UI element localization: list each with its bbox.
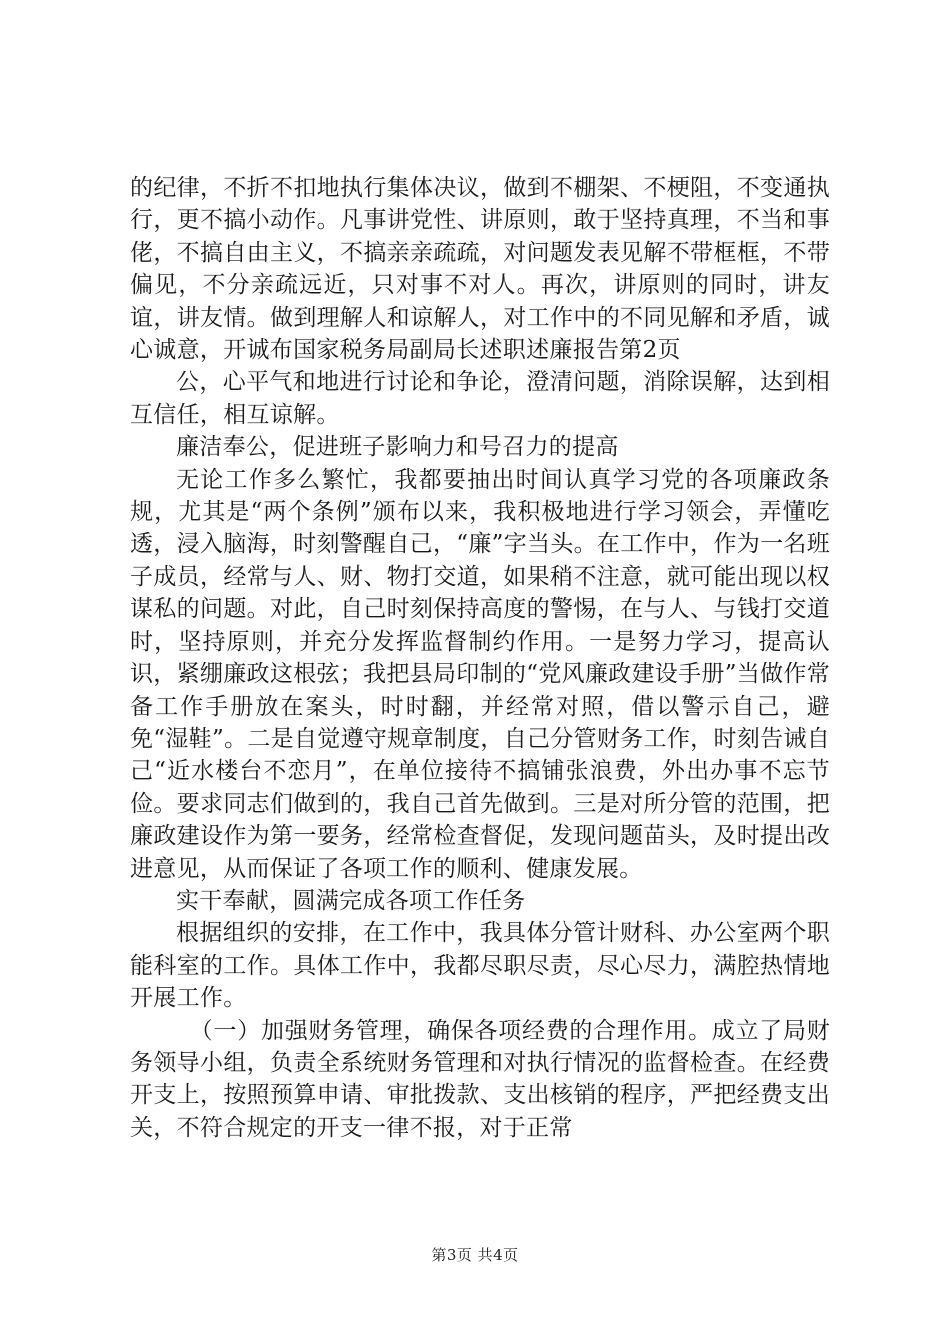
paragraph-resolution: 公，心平气和地进行讨论和争论，澄清问题，消除误解，达到相互信任，相互谅解。 [130,369,830,428]
paragraph-integrity-details: 无论工作多么繁忙，我都要抽出时间认真学习党的各项廉政条规，尤其是“两个条例”颁布以来，我积极地进行学习领会，弄懂吃透，浸入脑海，时刻警醒自己，“廉”字当头。在工作中，作为一名班子成员，经常与人、财、物打交道，如果稍不注意，就可能出现以权谋私的问题。对此，自己时刻保持高度的警惕，在与人、与钱打交道时，坚持原则，并充分发挥监督制约作用。一是努力学习，提高认识，紧绷廉政这根弦；我把县局印制的“党风廉政建设手册”当做作常备工作手册放在案头，时时翻，并经常对照，借以警示自己，避免“湿鞋”。二是自觉遵守规章制度，自己分管财务工作，时刻告诫自己“近水楼台不恋月”，在单位接待不搞铺张浪费，外出办事不忘节俭。要求同志们做到的，我自己首先做到。三是对所分管的范围，把廉政建设作为第一要务，经常检查督促，发现问题苗头，及时提出改进意见，从而保证了各项工作的顺利、健康发展。 [130,466,830,882]
paragraph-responsibilities: 根据组织的安排，在工作中，我具体分管计财科、办公室两个职能科室的工作。具体工作中，我都尽职尽责，尽心尽力，满腔热情地开展工作。 [130,920,830,1012]
paragraph-finance-management: （一）加强财务管理，确保各项经费的合理作用。成立了局财务领导小组，负责全系统财务管理和对执行情况的监督检查。在经费开支上，按照预算申请、审批拨款、支出核销的程序，严把经费支出关，不符合规定的开支一律不报，对于正常 [130,1017,830,1141]
paragraph-continuation: 的纪律，不折不扣地执行集体决议，做到不棚架、不梗阻，不变通执行，更不搞小动作。凡事讲党性、讲原则，敢于坚持真理，不当和事佬，不搞自由主义，不搞亲亲疏疏，对问题发表见解不带框框，不带偏见，不分亲疏远近，只对事不对人。再次，讲原则的同时，讲友谊，讲友情。做到理解人和谅解人，对工作中的不同见解和矛盾，诚心诚意，开诚布国家税务局副局长述职述廉报告第2页 [130,175,830,364]
section-heading-dedication: 实干奉献，圆满完成各项工作任务 [176,887,526,914]
page-number-footer: 第3页 共4页 [431,1246,519,1264]
document-body [130,172,830,1144]
section-heading-integrity: 廉洁奉公，促进班子影响力和号召力的提高 [176,434,619,461]
